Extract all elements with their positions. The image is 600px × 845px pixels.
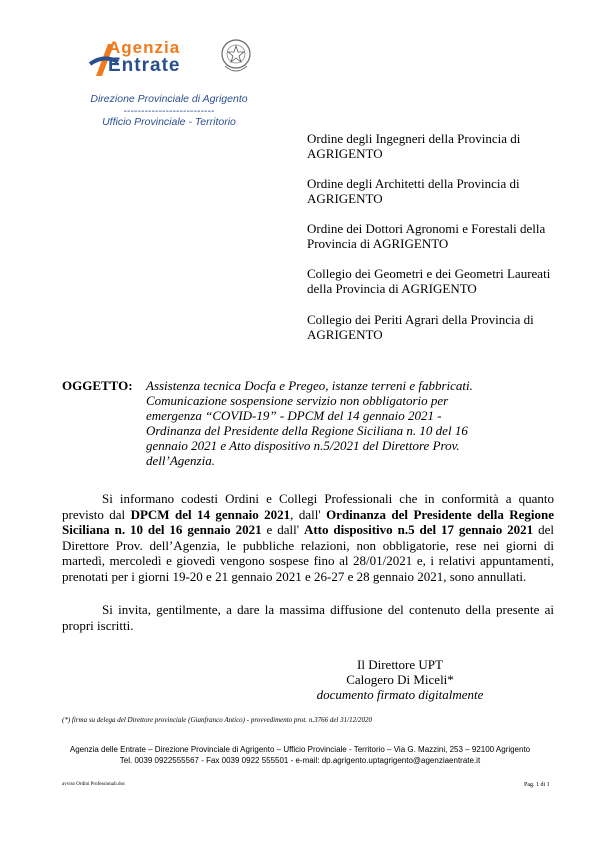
body-text: del Direttore Prov. dell’Agenzia, le pubbliche relazioni, non obbligatorie, rese nei giorni di martedì, mercoledì e giovedì vengono sospese fino al 28/01/2021 e, i relativi appuntamenti, prenotati per i giorni 19-20 e 21 gennaio 2021 e 26-27 e 28 gennaio 2021, sono annullati. — [62, 522, 554, 584]
body-paragraph-1 — [62, 491, 554, 584]
recipient-5: Collegio dei Periti Agrari della Provincia di AGRIGENTO — [307, 312, 534, 342]
body-text: , dall' — [290, 506, 327, 522]
body-text: Si informano codesti Ordini e Collegi Professionali che in conformità a quanto previsto dal — [62, 491, 554, 522]
body-bold-atto: Atto dispositivo n.5 del 17 gennaio 2021 — [303, 522, 534, 537]
subject-label: OGGETTO: — [62, 378, 133, 393]
page-number: Pag. 1 di 1 — [524, 782, 550, 788]
footnote: (*) firma su delega del Direttore provinciale (Gianfranco Antico) - provvedimento prot. n.3766 del 31/12/2020 — [62, 716, 373, 724]
office-line-2: Ufficio Provinciale - Territorio — [102, 116, 236, 128]
signature-note: documento firmato digitalmente — [316, 687, 484, 702]
subject-text: Assistenza tecnica Docfa e Pregeo, istanze terreni e fabbricati. Comunicazione sospensione servizio non obbligatorio per emergenza “COVID-19” - DPCM del 14 gennaio 2021 - Ordinanza del Presidente della Regione Siciliana n. 10 del 16 gennaio 2021 e Atto dispositivo n.5/2021 del Direttore Prov. dell’Agenzia. — [146, 378, 473, 468]
logo-entrate-text: Entrate — [108, 55, 181, 76]
office-line-1: Direzione Provinciale di Agrigento — [90, 93, 248, 105]
recipient-3: Ordine dei Dottori Agronomi e Forestali della Provincia di AGRIGENTO — [307, 221, 546, 251]
agency-logo — [86, 36, 256, 90]
body-bold-ordinanza: Ordinanza del Presidente della Regione Siciliana n. 10 del 16 gennaio 2021 — [62, 506, 554, 537]
recipient-1: Ordine degli Ingegneri della Provincia di AGRIGENTO — [307, 131, 521, 161]
signature-title: Il Direttore UPT — [357, 657, 443, 672]
logo-agenzia-text: Agenzia — [108, 38, 181, 57]
body-bold-dpcm: DPCM del 14 gennaio 2021 — [130, 506, 291, 522]
footer-address: Agenzia delle Entrate – Direzione Provinciale di Agrigento – Ufficio Provinciale - Territorio – Via G. Mazzini, 253 – 92100 Agrigento — [69, 745, 531, 754]
signature-name: Calogero Di Miceli* — [346, 672, 454, 687]
body-paragraph-2 — [62, 602, 554, 633]
body-text: Si invita, gentilmente, a dare la massima diffusione del contenuto della presente ai propri iscritti. — [62, 602, 554, 633]
body-text: e dall' — [261, 522, 304, 537]
footer-contacts: Tel. 0039 0922555567 - Fax 0039 0922 555501 - e-mail: dp.agrigento.uptagrigento@agenziaentrate.it — [119, 756, 481, 765]
recipient-4: Collegio dei Geometri e dei Geometri Laureati della Provincia di AGRIGENTO — [307, 266, 551, 296]
italian-emblem-icon — [219, 36, 253, 76]
file-reference: avviso Ordini Professionali.doc — [62, 782, 126, 787]
office-separator: -------------------------- — [123, 105, 215, 117]
recipient-2: Ordine degli Architetti della Provincia di AGRIGENTO — [307, 176, 520, 206]
